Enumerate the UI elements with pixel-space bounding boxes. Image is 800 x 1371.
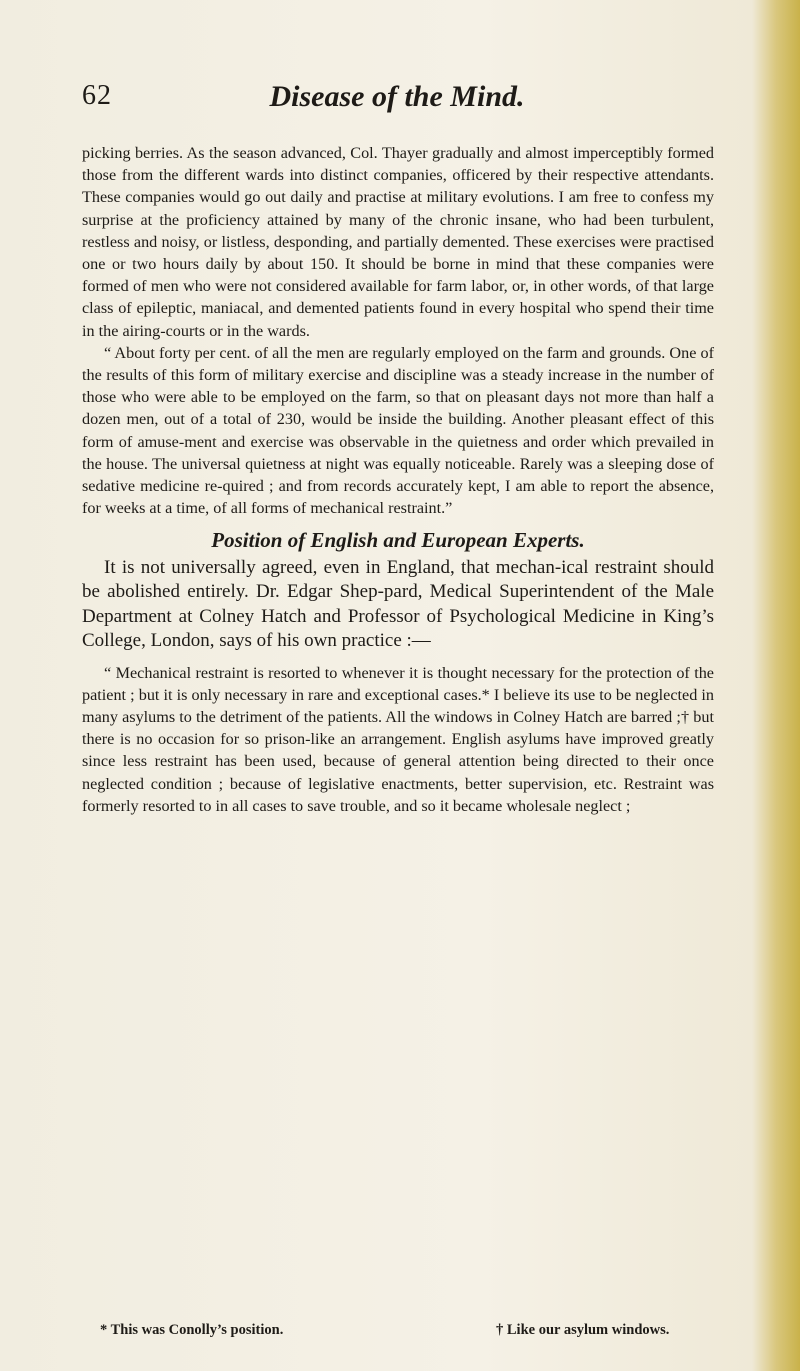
section-body (82, 556, 714, 654)
page-number: 62 (82, 80, 112, 111)
quote-paragraph: “ Mechanical restraint is resorted to whenever it is thought necessary for the protection of the patient ; but it is only necessary in rare and exceptional cases.* I believe its use to be neglected in many asylums to the detriment of the patients. All the windows in Colney Hatch are barred ;† but there is no occasion for so prison-like an arrangement. English asylums have improved greatly since less restraint has been used, because of general attention being directed to their once neglected condition ; because of legislative enactments, better supervision, etc. Restraint was formerly resorted to in all cases to save trouble, and so it became wholesale neglect ; (82, 663, 714, 815)
paragraph: picking berries. As the season advanced, Col. Thayer gradually and almost imperceptibly formed those from the different wards into distinct companies, officered by their respective attendants. These companies would go out daily and practise at military evolutions. I am free to confess my surprise at the proficiency attained by many of the chronic insane, who had been turbulent, restless and noisy, or listless, desponding, and partially demented. These exercises were practised one or two hours daily by about 150. It should be borne in mind that these companies were formed of men who were not considered available for farm labor, or, in other words, of that large class of epileptic, maniacal, and demented patients found in every hospital who spend their time in the airing-courts or in the wards. (82, 144, 714, 340)
footnote: † Like our asylum windows. (496, 1322, 670, 1338)
footnote: * This was Conolly’s position. (100, 1322, 284, 1338)
paragraph: It is not universally agreed, even in England, that mechan-ical restraint should be abolished entirely. Dr. Edgar Shep-pard, Medical Superintendent of the Male Department at Colney Hatch and Professor of Psychological Medicine in King’s College, London, says of his own practice :— (82, 556, 714, 652)
paragraph: “ About forty per cent. of all the men are regularly employed on the farm and grounds. One of the results of this form of military exercise and discipline was a steady increase in the number of those who were able to be employed on the farm, so that on pleasant days not more than half a dozen men, out of a total of 230, would be inside the building. Another pleasant effect of this form of amuse-ment and exercise was observable in the quietness and order which prevailed in the house. The universal quietness at night was equally noticeable. Rarely was a sleeping dose of sedative medicine re-quired ; and from records accurately kept, I am able to report the absence, for weeks at a time, of all forms of mechanical restraint.” (82, 343, 714, 518)
page-header (82, 80, 712, 120)
running-title: Disease of the Mind. (269, 80, 525, 113)
body-text (82, 142, 714, 817)
section-heading: Position of English and European Experts. (211, 528, 585, 553)
